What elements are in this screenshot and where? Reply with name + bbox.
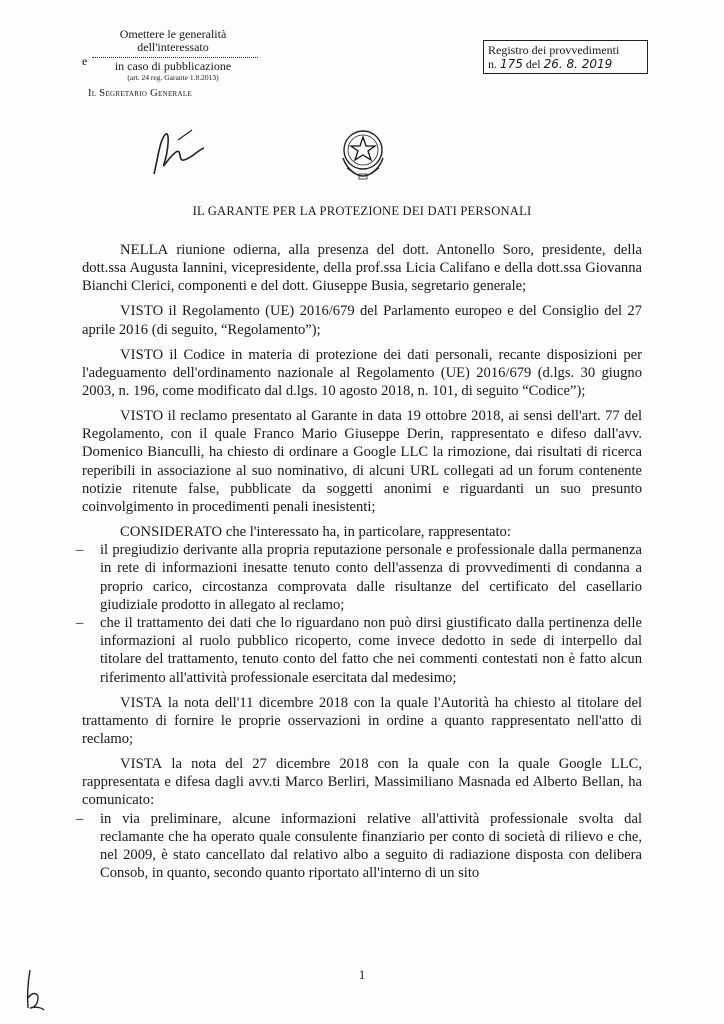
keyword: VISTA bbox=[120, 694, 163, 711]
stamp-dotted-line bbox=[92, 56, 258, 58]
list-item: – in via preliminare, alcune informazioni relative all'attività professionale svolta dal reclamante che ha operato quale consulente finanziario per conto di società di rilievo e che, nel 2009, è stato cancellato dal relativo albo a seguito di radiazione disposta con delibera Consob, in quanto, secondo quanto riportato all'interno di un sito bbox=[82, 810, 642, 883]
register-n-prefix: n. bbox=[488, 57, 497, 71]
keyword: VISTA bbox=[120, 756, 163, 773]
paragraph-text: riunione odierna, alla presenza del dott. Antonello Soro, presidente, della dott.ssa Augusta Iannini, vicepresidente, della prof.ssa Licia Califano e della dott.ssa Giovanna Bianchi Clerici, componenti e del dott. Giuseppe Busia, segretario generale; bbox=[82, 242, 642, 295]
paragraph-visto-reclamo bbox=[82, 407, 642, 516]
stamp-e: e bbox=[82, 54, 88, 68]
register-entry bbox=[488, 57, 643, 71]
stamp-line-1: Omettere le generalità bbox=[119, 27, 227, 41]
stamp-line-5: Il Segretario Generale bbox=[88, 88, 193, 99]
register-date: 26. 8. 2019 bbox=[543, 57, 613, 71]
register-label: Registro dei provvedimenti bbox=[488, 43, 620, 57]
keyword: VISTO bbox=[120, 346, 164, 363]
paragraph-visto-codice bbox=[82, 346, 642, 401]
paragraph-text: il Regolamento (UE) 2016/679 del Parlamento europeo e del Consiglio del 27 aprile 2016 (di seguito, “Regolamento”); bbox=[82, 303, 642, 338]
stamp-line-4: (art. 24 reg. Garante 1.8.2013) bbox=[127, 73, 219, 82]
keyword: NELLA bbox=[120, 242, 169, 258]
paragraph-text: la nota del 27 dicembre 2018 con la quale con la quale Google LLC, rappresentata e difesa dagli avv.ti Marco Berliri, Massimiliano Masnada ed Alberto Bellan, ha comunicato: bbox=[82, 756, 642, 809]
document-title: IL GARANTE PER LA PROTEZIONE DEI DATI PERSONALI bbox=[192, 204, 532, 218]
register-box bbox=[483, 40, 648, 74]
register-del: del bbox=[525, 57, 541, 71]
paragraph-vista-nota-autorita bbox=[82, 694, 642, 749]
paragraph-visto-regolamento bbox=[82, 302, 642, 338]
stamp-line-2: dell'interessato bbox=[137, 40, 209, 54]
document-body bbox=[82, 241, 642, 889]
paragraph-vista-nota-google bbox=[82, 755, 642, 810]
republic-emblem-icon bbox=[337, 124, 389, 182]
paragraph-text: il reclamo presentato al Garante in data 19 ottobre 2018, ai sensi dell'art. 77 del Regolamento, con il quale Franco Mario Giuseppe Derin, rappresentato e difeso dall'avv. Domenico Bianculli, ha chiesto di ordinare a Google LLC la rimozione, dai risultati di ricerca reperibili in associazione al suo nominativo, di alcuni URL collegati ad un forum contenente notizie ritenute false, pubblicate da soggetti anonimi e riguardanti un suo presunto coinvolgimento in procedimenti penali inesistenti; bbox=[82, 408, 642, 516]
google-list bbox=[82, 810, 642, 883]
handwritten-initials bbox=[22, 968, 48, 1012]
keyword: CONSIDERATO bbox=[120, 524, 223, 541]
register-number: 175 bbox=[500, 57, 523, 71]
keyword: VISTO bbox=[120, 303, 164, 320]
paragraph-text: il Codice in materia di protezione dei dati personali, recante disposizioni per l'adeguamento dell'ordinamento nazionale al Regolamento (UE) 2016/679 (d.lgs. 30 giugno 2003, n. 196, come modificato dal d.lgs. 10 agosto 2018, n. 101, di seguito “Codice”); bbox=[82, 346, 642, 400]
stamp-line-3: in caso di pubblicazione bbox=[114, 59, 232, 73]
list-item: – il pregiudizio derivante alla propria reputazione personale e professionale dalla permanenza in rete di informazioni inesatte tenuto conto dell'assenza di provvedimenti di condanna a proprio carico, circostanza comprovata dalle risultanze del certificato del casellario giudiziale prodotto in allegato al reclamo; bbox=[82, 541, 642, 614]
paragraph-nella bbox=[82, 241, 642, 296]
paragraph-text: la nota dell'11 dicembre 2018 con la quale l'Autorità ha chiesto al titolare del trattamento di fornire le proprie osservazioni in ordine a quanto rappresentato nell'atto di reclamo; bbox=[82, 694, 642, 748]
page-number: 1 bbox=[358, 967, 366, 982]
considerato-list bbox=[82, 541, 642, 687]
paragraph-text: che l'interessato ha, in particolare, rappresentato: bbox=[222, 524, 511, 541]
anonymization-stamp bbox=[82, 27, 258, 100]
handwritten-signature bbox=[148, 128, 208, 178]
keyword: VISTO bbox=[120, 408, 164, 425]
paragraph-considerato bbox=[82, 523, 642, 541]
list-item: – che il trattamento dei dati che lo riguardano non può dirsi giustificato dalla pertinenza delle informazioni al ruolo pubblico ricoperto, come invece dedotto in sede di interpello dal titolare del trattamento, tenuto conto del fatto che nei commenti contestati non è fatto alcun riferimento all'attività professionale esercitata dal medesimo; bbox=[82, 614, 642, 687]
